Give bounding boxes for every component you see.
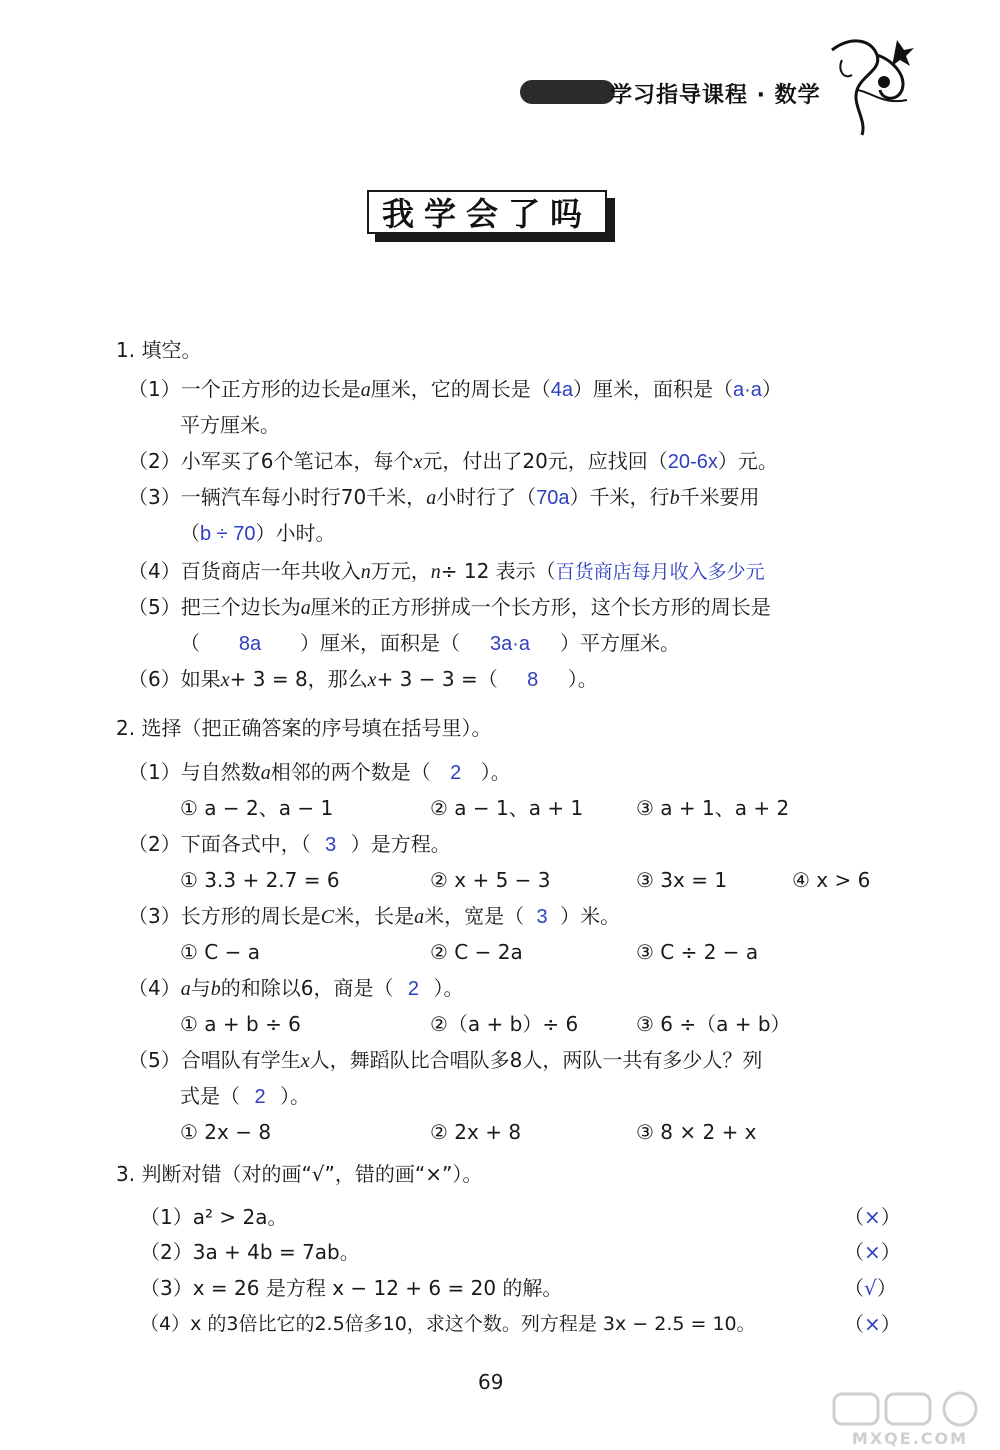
q3-4-mark: ×	[864, 1312, 881, 1336]
header-bar	[520, 78, 821, 108]
q2-3-option-1: ① C − a	[180, 940, 260, 964]
q2-heading: 2. 选择（把正确答案的序号填在括号里）。	[116, 716, 492, 740]
q1-item-3-line-1: （3）一辆汽车每小时行70千米，a小时行了（70a）千米，行b千米要用	[128, 485, 760, 509]
q2-1-option-1: ① a − 2、a − 1	[180, 796, 334, 820]
q2-item-1-stem: （1）与自然数a相邻的两个数是（ 2 ）。	[128, 758, 511, 787]
header-pill	[520, 80, 615, 104]
q2-5-answer[interactable]: 2	[254, 1086, 266, 1108]
page-number: 69	[478, 1370, 504, 1394]
q1-1-answer-1[interactable]: 4a	[550, 379, 573, 401]
q2-3-answer[interactable]: 3	[536, 906, 548, 928]
q1-item-3-line-2: （b ÷ 70）小时。	[180, 521, 336, 545]
watermark-logo-icon	[830, 1390, 990, 1448]
q2-2-option-3: ③ 3x = 1	[636, 868, 728, 892]
q1-item-5-line-2: （ 8a ）厘米，面积是（ 3a·a ）平方厘米。	[180, 629, 680, 658]
q2-4-option-1: ① a + b ÷ 6	[180, 1012, 301, 1036]
q1-item-1-line-1: （1）一个正方形的边长是a厘米，它的周长是（4a）厘米，面积是（a·a）	[128, 377, 782, 401]
q3-heading: 3. 判断对错（对的画“√”，错的画“×”）。	[116, 1162, 483, 1186]
q2-3-option-3: ③ C ÷ 2 − a	[636, 940, 759, 964]
q2-2-option-1: ① 3.3 + 2.7 = 6	[180, 868, 340, 892]
q2-1-answer[interactable]: 2	[450, 762, 462, 784]
q1-heading: 1. 填空。	[116, 338, 202, 362]
q2-item-2-stem: （2）下面各式中，（ 3 ）是方程。	[128, 830, 451, 859]
title-face	[367, 190, 607, 234]
q2-item-4-stem: （4）a与b的和除以6，商是（ 2 ）。	[128, 974, 463, 1003]
q3-3-judgement[interactable]: （√）	[844, 1276, 897, 1300]
q2-4-answer[interactable]: 2	[407, 978, 420, 1000]
q3-2-judgement[interactable]: （×）	[844, 1240, 901, 1264]
header-title: 学习指导课程 · 数学	[610, 83, 821, 108]
q1-6-answer[interactable]: 8	[527, 669, 539, 691]
q2-item-5-stem-line-2: 式是（ 2 ）。	[180, 1082, 310, 1111]
q2-4-option-2: ②（a + b）÷ 6	[430, 1012, 579, 1036]
q1-5-answer-1[interactable]: 8a	[238, 633, 262, 655]
q1-item-2: （2）小军买了6个笔记本，每个x元，付出了20元，应找回（20-6x）元。	[128, 449, 778, 473]
q1-1-answer-2[interactable]: a·a	[732, 379, 762, 401]
q3-item-1: （1）a² > 2a。	[140, 1205, 288, 1229]
q1-item-4: （4）百货商店一年共收入n万元，n÷ 12 表示（百货商店每月收入多少元	[128, 559, 765, 583]
q3-2-mark: ×	[864, 1240, 881, 1264]
q2-item-3-stem: （3）长方形的周长是C米，长是a米，宽是（ 3 ）米。	[128, 902, 620, 931]
q1-item-6: （6）如果x+ 3 = 8，那么x+ 3 − 3 =（ 8 ）。	[128, 665, 598, 694]
q1-item-1-line-2: 平方厘米。	[180, 413, 280, 437]
q2-4-option-3: ③ 6 ÷（a + b）	[636, 1012, 791, 1036]
q3-3-mark: √	[864, 1276, 877, 1300]
q1-5-answer-2[interactable]: 3a·a	[489, 633, 531, 655]
q2-2-option-4: ④ x > 6	[792, 868, 871, 892]
q2-2-option-2: ② x + 5 − 3	[430, 868, 551, 892]
q2-3-option-2: ② C − 2a	[430, 940, 523, 964]
q3-1-judgement[interactable]: （×）	[844, 1205, 901, 1229]
q1-2-answer[interactable]: 20-6x	[667, 451, 718, 473]
section-title-box	[367, 190, 615, 242]
q3-item-2: （2）3a + 4b = 7ab。	[140, 1240, 360, 1264]
q1-3-answer-2[interactable]: b ÷ 70	[200, 523, 256, 545]
q1-3-answer-1[interactable]: 70a	[536, 487, 570, 509]
q3-item-4: （4）x 的3倍比它的2.5倍多10，求这个数。列方程是 3x − 2.5 = 10。	[140, 1313, 756, 1335]
q2-2-answer[interactable]: 3	[325, 834, 337, 856]
q1-4-answer[interactable]: 百货商店每月收入多少元	[555, 562, 765, 583]
q3-item-3: （3）x = 26 是方程 x − 12 + 6 = 20 的解。	[140, 1276, 563, 1300]
q2-item-5-stem-line-1: （5）合唱队有学生x人，舞蹈队比合唱队多8人，两队一共有多少人？列	[128, 1048, 763, 1072]
q3-4-judgement[interactable]: （×）	[844, 1312, 901, 1336]
q2-5-option-2: ② 2x + 8	[430, 1120, 522, 1144]
decorative-ornament-icon	[822, 30, 922, 140]
q2-1-option-2: ② a − 1、a + 1	[430, 796, 584, 820]
q3-1-mark: ×	[864, 1205, 881, 1229]
q2-5-option-3: ③ 8 × 2 + x	[636, 1120, 757, 1144]
q2-1-option-3: ③ a + 1、a + 2	[636, 796, 790, 820]
q2-5-option-1: ① 2x − 8	[180, 1120, 272, 1144]
section-title: 我学会了吗	[381, 195, 592, 233]
svg-text:MXQE.COM: MXQE.COM	[851, 1429, 969, 1448]
q1-item-5-line-1: （5）把三个边长为a厘米的正方形拼成一个长方形，这个长方形的周长是	[128, 595, 771, 619]
